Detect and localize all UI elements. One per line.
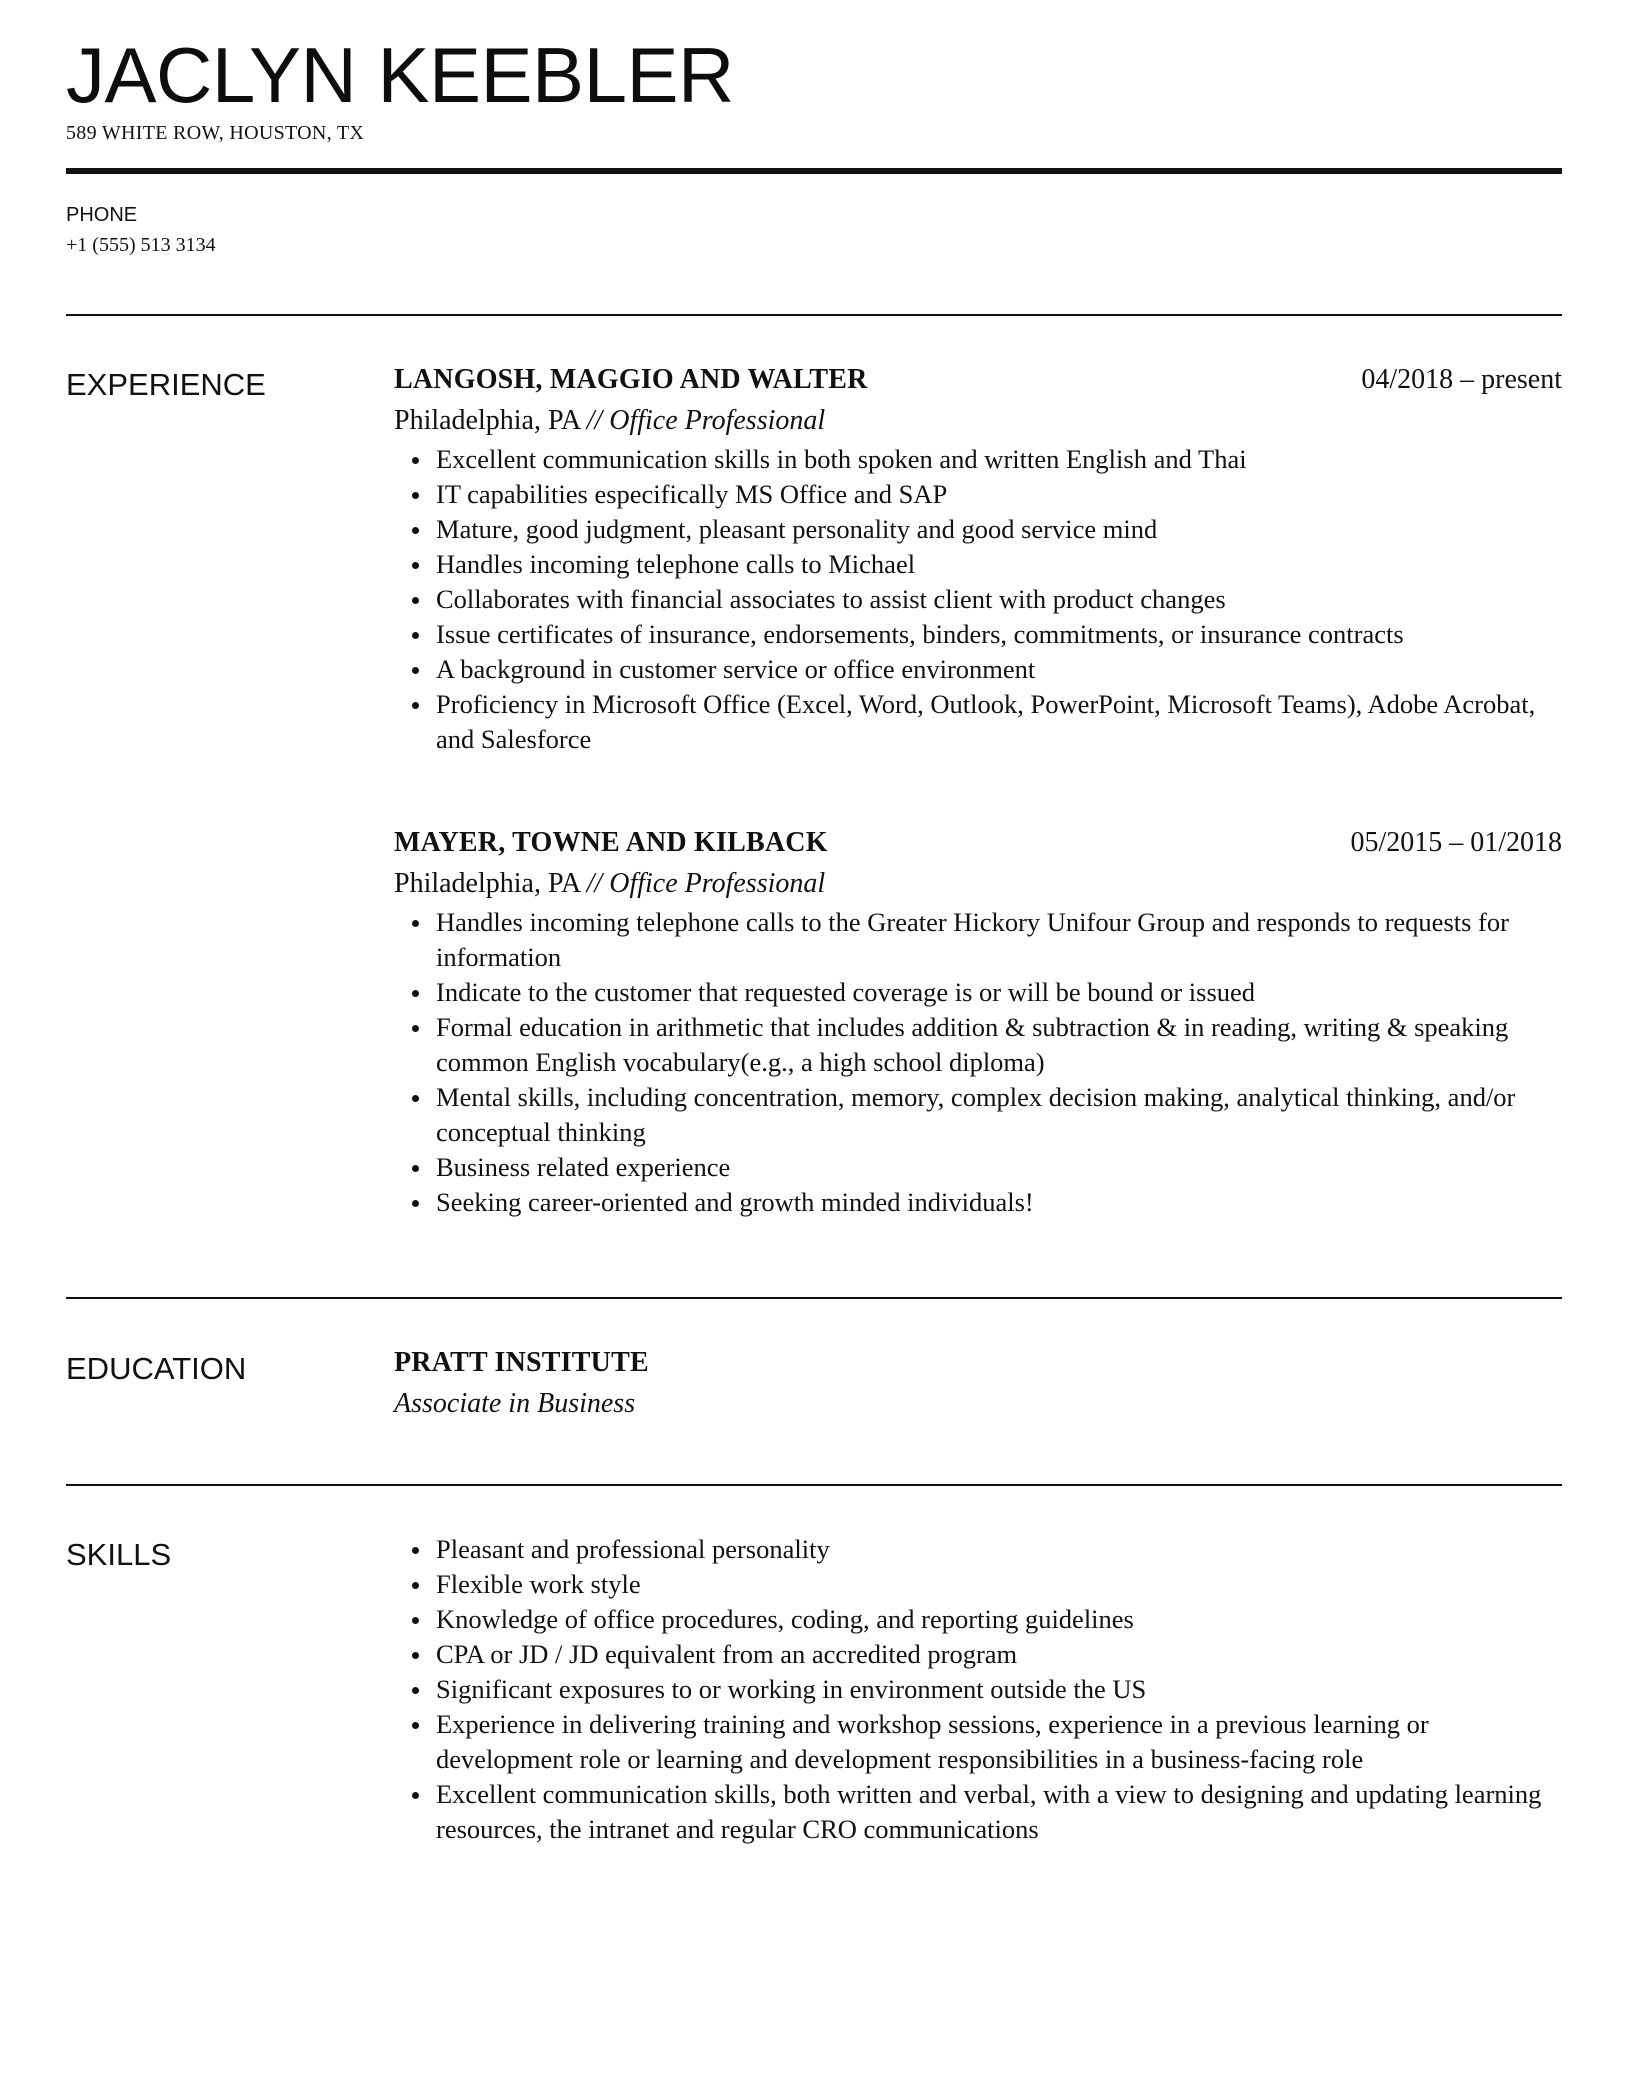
job-separator: // [586,405,603,436]
list-item: Mental skills, including concentration, memory, complex decision making, analytical thinking, and/or conceptual thinking [394,1080,1562,1150]
degree: Associate in Business [394,1388,636,1419]
list-item: Significant exposures to or working in environment outside the US [394,1672,1562,1707]
list-item: Business related experience [394,1150,1562,1185]
candidate-name: JACLYN KEEBLER [66,31,734,119]
education-header [394,1345,1562,1385]
list-item: Mature, good judgment, pleasant personality and good service mind [394,512,1562,547]
company-name: MAYER, TOWNE AND KILBACK [394,827,828,858]
list-item: Seeking career-oriented and growth minded individuals! [394,1185,1562,1220]
job-bullets [394,905,1562,1220]
phone-label: PHONE [66,204,138,226]
list-item: Flexible work style [394,1567,1562,1602]
phone-number: +1 (555) 513 3134 [66,234,216,256]
list-item: CPA or JD / JD equivalent from an accredited program [394,1637,1562,1672]
list-item: Knowledge of office procedures, coding, and reporting guidelines [394,1602,1562,1637]
list-item: Handles incoming telephone calls to the Greater Hickory Unifour Group and responds to requests for information [394,905,1562,975]
job-separator: // [586,868,603,899]
company-name: LANGOSH, MAGGIO AND WALTER [394,364,868,395]
job-entry [394,825,1562,1220]
list-item: A background in customer service or office environment [394,652,1562,687]
divider-education [66,1297,1562,1299]
list-item: Pleasant and professional personality [394,1532,1562,1567]
list-item: Handles incoming telephone calls to Michael [394,547,1562,582]
divider-skills [66,1484,1562,1486]
section-title-education: EDUCATION [66,1351,247,1386]
section-title-skills: SKILLS [66,1537,172,1572]
job-location-role [394,402,1562,440]
job-bullets [394,442,1562,757]
list-item: Collaborates with financial associates to assist client with product changes [394,582,1562,617]
section-title-experience: EXPERIENCE [66,367,266,402]
list-item: Proficiency in Microsoft Office (Excel, Word, Outlook, PowerPoint, Microsoft Teams), Adobe Acrobat, and Salesforce [394,687,1562,757]
list-item: IT capabilities especifically MS Office and SAP [394,477,1562,512]
job-role: Office Professional [609,405,826,436]
list-item: Formal education in arithmetic that includes addition & subtraction & in reading, writing & speaking common English vocabulary(e.g., a high school diploma) [394,1010,1562,1080]
job-location-role [394,865,1562,903]
job-dates: 05/2015 – 01/2018 [1350,827,1562,858]
job-role: Office Professional [609,868,826,899]
school-name: PRATT INSTITUTE [394,1347,649,1378]
divider-experience [66,314,1562,316]
list-item: Excellent communication skills in both spoken and written English and Thai [394,442,1562,477]
job-location: Philadelphia, PA [394,868,580,899]
job-header [394,825,1562,865]
header-divider [66,168,1562,174]
job-header [394,362,1562,402]
job-location: Philadelphia, PA [394,405,580,436]
skills-list [394,1532,1562,1847]
job-entry [394,362,1562,757]
address: 589 WHITE ROW, HOUSTON, TX [66,122,365,144]
list-item: Indicate to the customer that requested coverage is or will be bound or issued [394,975,1562,1010]
list-item: Excellent communication skills, both written and verbal, with a view to designing and updating learning resources, the intranet and regular CRO communications [394,1777,1562,1847]
job-dates: 04/2018 – present [1361,364,1562,395]
list-item: Issue certificates of insurance, endorsements, binders, commitments, or insurance contracts [394,617,1562,652]
list-item: Experience in delivering training and workshop sessions, experience in a previous learning or development role or learning and development responsibilities in a business-facing role [394,1707,1562,1777]
skills-entry [394,1532,1562,1847]
education-entry [394,1345,1562,1423]
